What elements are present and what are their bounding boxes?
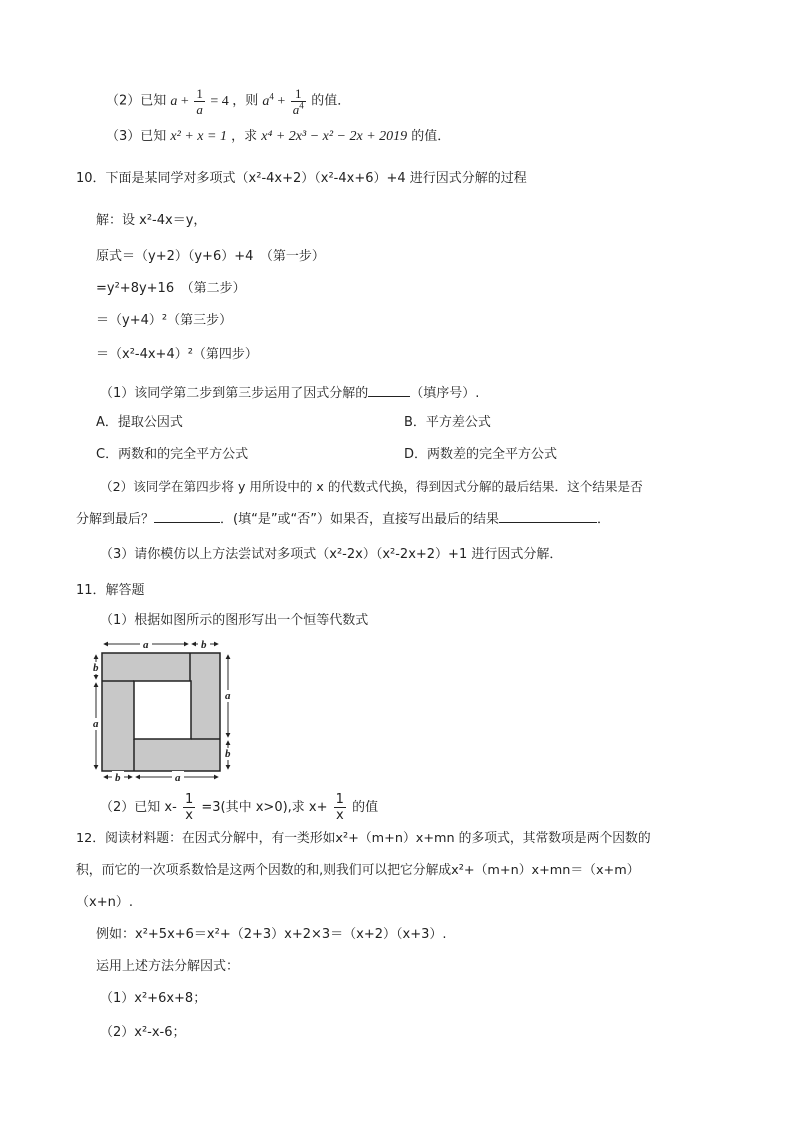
q10-part1-blank[interactable] — [368, 382, 410, 397]
label-right-a: a — [225, 690, 231, 702]
q12-part1: （1）x²+6x+8； — [100, 991, 207, 1006]
label-top-b: b — [201, 639, 207, 651]
q12-example: 例如：x²+5x+6＝x²+（2+3）x+2×3＝（x+2）（x+3）. — [96, 927, 447, 942]
q9-part3-expression: x⁴ + 2x³ − x² − 2x + 2019 — [261, 129, 408, 144]
q12-line1: 12．阅读材料题：在因式分解中，有一类形如x²+（m+n）x+mn 的多项式，其常数项是两个因数的 — [76, 831, 651, 846]
q9-part2-tail: 的值． — [311, 93, 351, 109]
label-left-a: a — [93, 718, 99, 730]
q12-instruction: 运用上述方法分解因式： — [96, 959, 240, 974]
q10-part2-line1: （2）该同学在第四步将 y 用所设中的 x 的代数式代换，得到因式分解的最后结果．这个结果是否 — [100, 479, 643, 494]
q10-option-b: B．平方差公式 — [404, 415, 491, 430]
q10-solution-5: ＝（x²-4x+4）²（第四步） — [96, 347, 258, 362]
q9-part2-condition: a + $\frac{1}{a}$ = 4 — [170, 86, 229, 117]
q12-line2: 积，而它的一次项系数恰是这两个因数的和,则我们可以把它分解成x²+（m+n）x+mn＝（x+m） — [76, 863, 640, 878]
q10-solution-3: =y²+8y+16 （第二步） — [96, 281, 246, 296]
q9-part2-suffix: ，则 — [232, 93, 259, 109]
q10-solution-4: ＝（y+4）²（第三步） — [96, 313, 233, 328]
q11-part2: （2）已知 x- $\frac{1}{x}$ =3(其中 x>0),求 x+ $\frac{1}{x}$ 的值 — [100, 792, 379, 823]
q10-option-d: D．两数差的完全平方公式 — [404, 447, 558, 462]
q9-part2-target: $a^4$ + $\frac{1}{a^4}$ — [262, 86, 304, 117]
q10-part2-blank-1[interactable] — [154, 508, 220, 523]
q10-solution-1: 解：设 x²-4x＝y， — [96, 213, 207, 228]
q9-part2-prefix: （2）已知 — [106, 93, 167, 109]
label-left-b: b — [93, 662, 99, 674]
label-bottom-a: a — [175, 772, 181, 784]
q12-part2: （2）x²-x-6； — [100, 1025, 186, 1040]
label-top-a: a — [143, 639, 149, 651]
q9-part3-condition: x² + x = 1 — [170, 129, 227, 144]
q10-option-c: C．两数和的完全平方公式 — [96, 447, 249, 462]
square-figure — [92, 636, 242, 784]
inner-square — [134, 681, 191, 739]
q10-part2-blank-2[interactable] — [499, 508, 597, 523]
q9-part2 — [106, 86, 350, 117]
q12-line3: （x+n）. — [76, 895, 133, 910]
q9-part3: （3）已知 x² + x = 1 ，求 x⁴ + 2x³ − x² − 2x + 2019 的值． — [106, 129, 451, 144]
q10-title: 10．下面是某同学对多项式（x²-4x+2）（x²-4x+6）+4 进行因式分解的过程 — [76, 171, 527, 186]
q10-solution-2: 原式＝（y+2）（y+6）+4 （第一步） — [96, 249, 325, 264]
q10-part2-line2: 分解到最后？ ．(填“是”或“否”）如果否，直接写出最后的结果 ． — [76, 508, 610, 529]
q10-part1: （1）该同学第二步到第三步运用了因式分解的 （填序号）. — [100, 382, 479, 403]
q10-option-a: A．提取公因式 — [96, 415, 183, 430]
q11-title: 11．解答题 — [76, 583, 145, 598]
q10-part3: （3）请你模仿以上方法尝试对多项式（x²-2x）（x²-2x+2）+1 进行因式分解． — [100, 547, 563, 562]
q11-part1: （1）根据如图所示的图形写出一个恒等代数式 — [100, 613, 369, 628]
label-right-b: b — [225, 748, 231, 760]
label-bottom-b: b — [115, 772, 121, 784]
